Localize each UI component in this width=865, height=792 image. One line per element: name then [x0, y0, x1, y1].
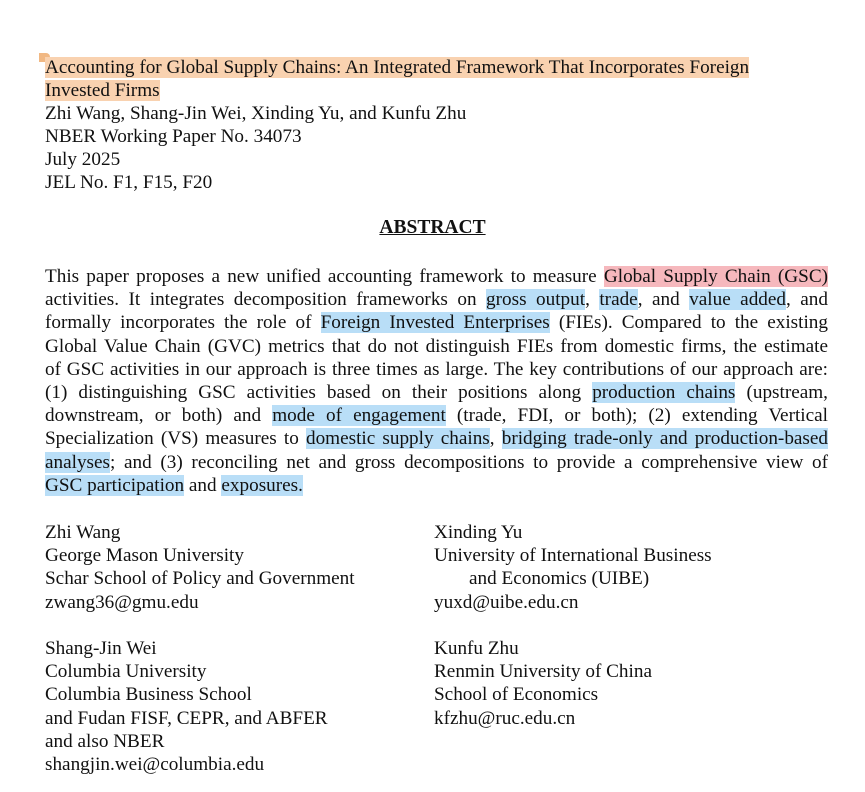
highlight-analyses[interactable]: analyses	[45, 451, 111, 473]
highlight-mode-of-engagement[interactable]: mode of engagement	[272, 405, 446, 427]
abstract-text: (1) distinguishing GSC activities based on their positions along	[45, 382, 593, 404]
paper-authors: Zhi Wang, Shang-Jin Wei, Xinding Yu, and Kunfu Zhu	[45, 103, 467, 124]
author-institution-cont: and Economics (UIBE)	[469, 568, 650, 590]
author-name: Shang-Jin Wei	[45, 638, 157, 659]
abstract-text: , and	[786, 289, 828, 311]
highlight-trade[interactable]: trade	[599, 289, 638, 311]
title-highlight-1[interactable]: Accounting for Global Supply Chains: An Integrated Framework That Incorporates Foreign	[45, 57, 750, 78]
highlight-gsc-participation[interactable]: GSC participation	[45, 474, 185, 496]
paper-date: July 2025	[45, 149, 121, 170]
paper-title-cont	[45, 79, 835, 102]
highlight-domestic-supply-chains[interactable]: domestic supply chains	[305, 428, 490, 450]
paper-title	[45, 56, 835, 79]
abstract-text: ; and (3) reconciling net and gross decompositions to provide a comprehensive view of	[110, 451, 828, 473]
author-affiliation-extra: and also NBER	[45, 730, 165, 752]
abstract-line	[45, 311, 828, 334]
author-department: Schar School of Policy and Government	[45, 568, 355, 590]
abstract-text: This paper proposes a new unified accounting framework to measure	[45, 266, 604, 287]
author-email[interactable]: yuxd@uibe.edu.cn	[434, 591, 579, 613]
abstract-body	[45, 265, 828, 497]
paper-jel: JEL No. F1, F15, F20	[45, 172, 213, 193]
highlight-production-chains[interactable]: production chains	[592, 382, 736, 404]
author-email[interactable]: zwang36@gmu.edu	[45, 591, 199, 613]
affiliation-zhu	[434, 637, 652, 730]
highlight-fie[interactable]: Foreign Invested Enterprises	[320, 312, 550, 334]
abstract-text: (upstream,	[735, 382, 828, 404]
abstract-line: Global Value Chain (GVC) metrics that do not distinguish FIEs from domestic firms, the estimate	[45, 335, 828, 357]
title-highlight-2[interactable]: Invested Firms	[45, 80, 160, 101]
abstract-text: (FIEs). Compared to the existing	[549, 312, 828, 334]
affiliation-wang	[45, 521, 355, 614]
paper-header	[45, 56, 835, 194]
author-institution: George Mason University	[45, 545, 244, 567]
author-name: Kunfu Zhu	[434, 638, 519, 659]
author-institution: Renmin University of China	[434, 661, 652, 683]
highlight-gsc[interactable]: Global Supply Chain (GSC)	[603, 266, 829, 287]
author-name: Zhi Wang	[45, 522, 121, 543]
abstract-text: Specialization (VS) measures to	[45, 428, 306, 450]
author-email[interactable]: kfzhu@ruc.edu.cn	[434, 707, 576, 729]
abstract-text: , and	[637, 289, 690, 311]
author-institution: University of International Business	[434, 545, 712, 567]
paper-series: NBER Working Paper No. 34073	[45, 126, 302, 147]
author-department: Columbia Business School	[45, 684, 252, 706]
abstract-text: and	[184, 474, 222, 496]
highlight-exposures[interactable]: exposures.	[221, 474, 303, 496]
abstract-text: ,	[489, 428, 502, 450]
abstract-text: downstream, or both) and	[45, 405, 273, 427]
highlight-value-added[interactable]: value added	[689, 289, 786, 311]
highlight-bridging[interactable]: bridging trade-only and production-based	[501, 428, 829, 450]
author-institution: Columbia University	[45, 661, 207, 683]
abstract-heading: ABSTRACT	[379, 217, 486, 238]
abstract-text: activities. It integrates decomposition frameworks on	[45, 289, 487, 311]
abstract-line: of GSC activities in our approach is three times as large. The key contributions of our approach are:	[45, 358, 828, 380]
abstract-line	[45, 474, 828, 497]
author-affiliation-extra: and Fudan FISF, CEPR, and ABFER	[45, 707, 328, 729]
abstract-text: (trade, FDI, or both); (2) extending Vertical	[445, 405, 828, 427]
abstract-line	[45, 404, 828, 427]
abstract-line	[45, 381, 828, 404]
affiliation-yu	[434, 521, 712, 614]
abstract-line	[45, 265, 828, 288]
author-department: School of Economics	[434, 684, 599, 706]
author-email[interactable]: shangjin.wei@columbia.edu	[45, 754, 265, 776]
abstract-line	[45, 288, 828, 311]
abstract-text: ,	[585, 289, 600, 311]
abstract-line	[45, 427, 828, 450]
highlight-gross-output[interactable]: gross output	[486, 289, 586, 311]
affiliation-wei	[45, 637, 328, 776]
abstract-line	[45, 451, 828, 474]
abstract-text: formally incorporates the role of	[45, 312, 321, 334]
author-name: Xinding Yu	[434, 522, 523, 543]
